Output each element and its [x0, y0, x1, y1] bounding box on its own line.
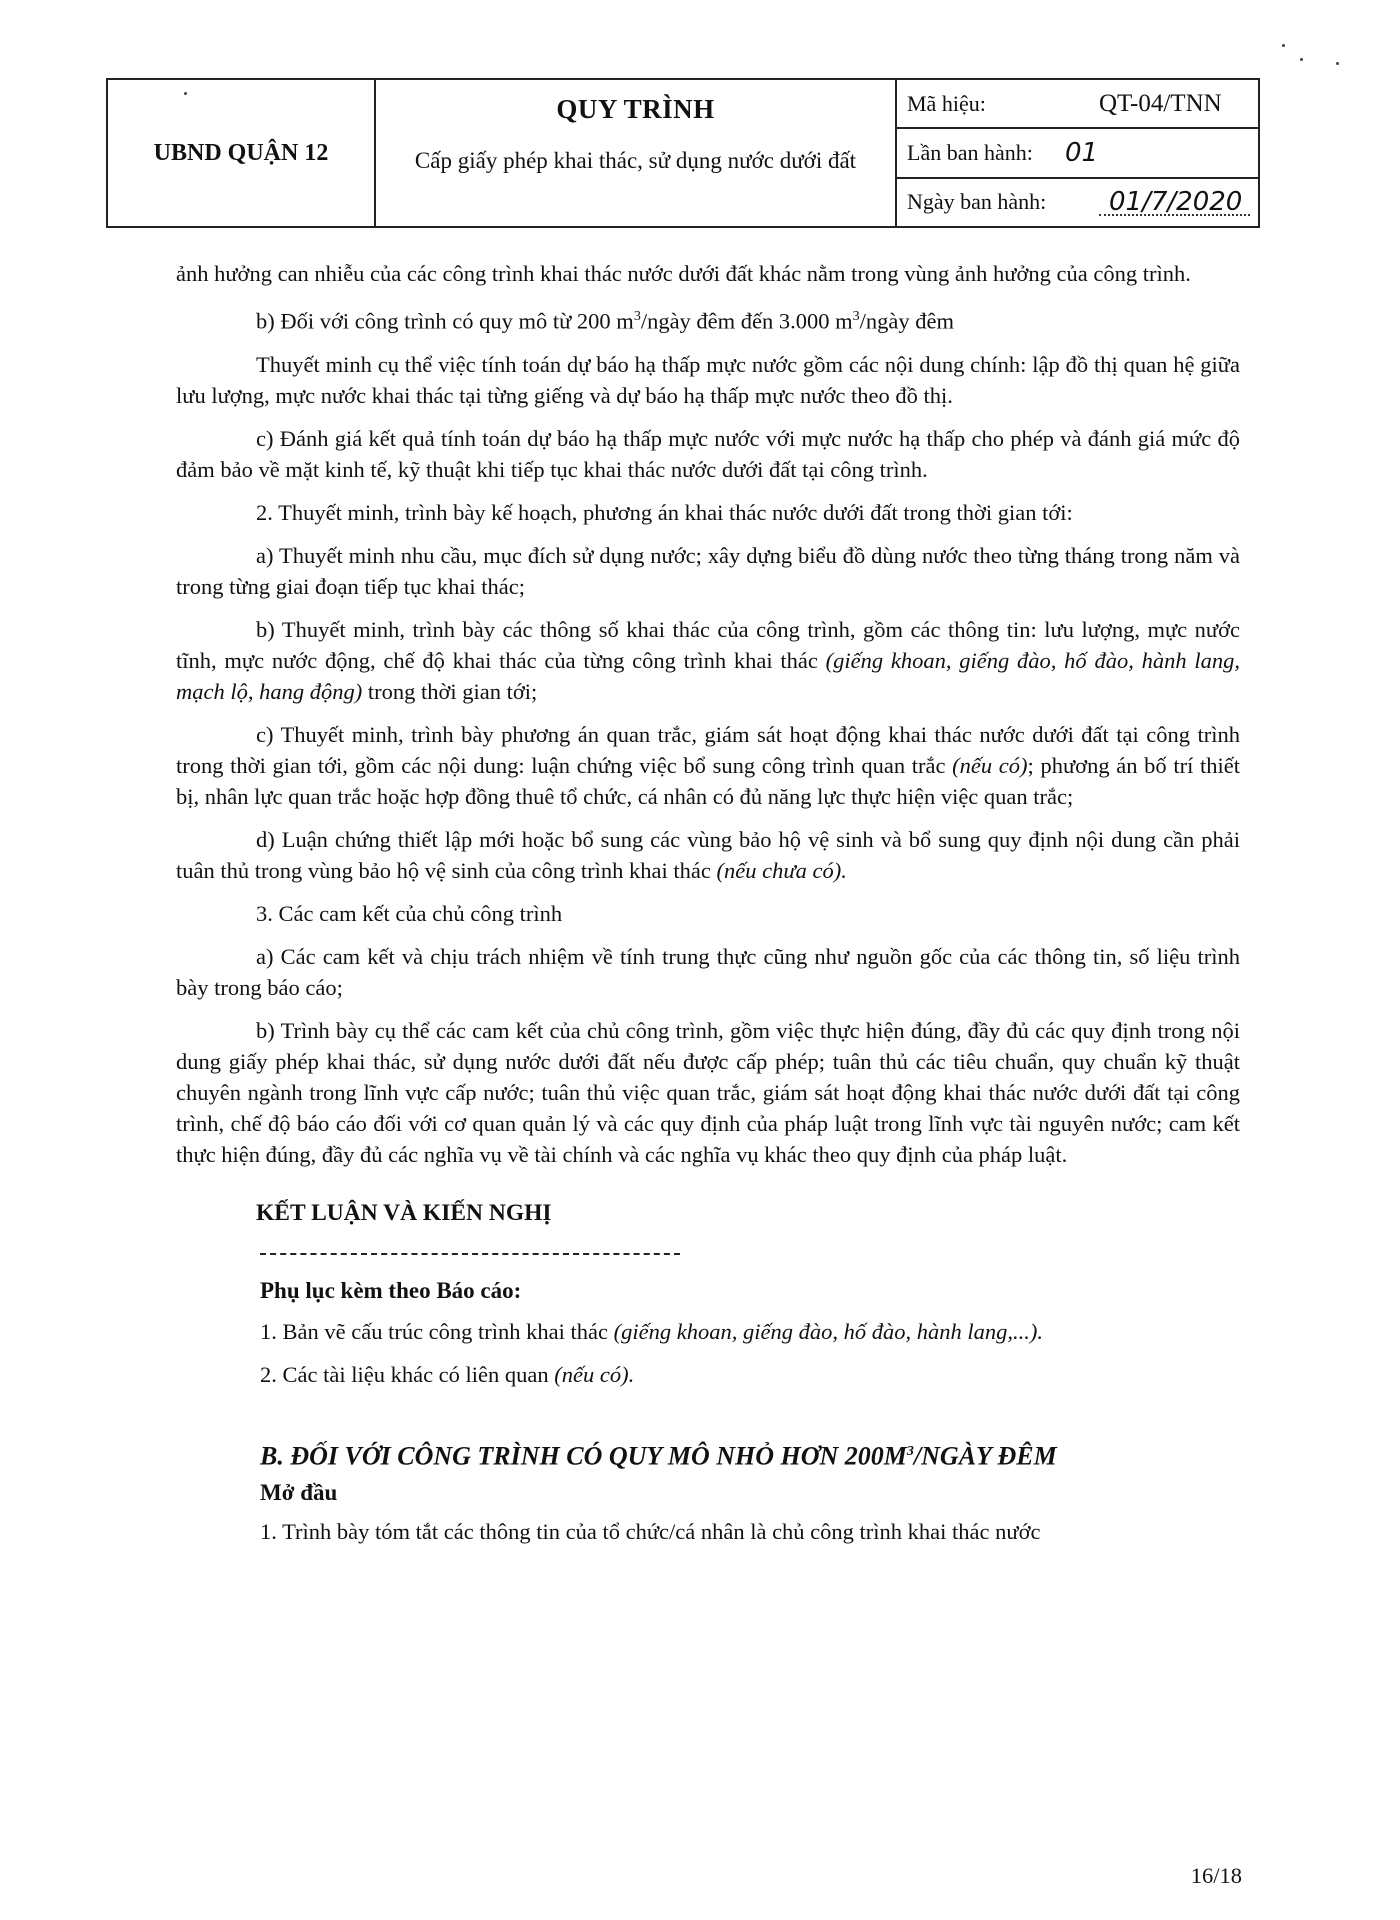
scan-speck	[1300, 58, 1303, 61]
paragraph: b) Thuyết minh, trình bày các thông số khai thác của công trình, gồm các thông tin: lưu lượng, mực nước tĩnh, mực nước động, chế độ khai thác của từng công trình khai thác (giếng khoan, giếng đào, hố đào, hành lang, mạch lộ, hang động) trong thời gian tới;	[176, 616, 1240, 704]
org-name: UBND QUẬN 12	[153, 139, 329, 166]
title-cell	[376, 80, 897, 226]
paragraph: c) Đánh giá kết quả tính toán dự báo hạ thấp mực nước với mực nước hạ thấp cho phép và đánh giá mức độ đảm bảo về mặt kinh tế, kỹ thuật khi tiếp tục khai thác nước dưới đất tại công trình.	[176, 425, 1240, 482]
date-row	[897, 179, 1258, 226]
paragraph: 2. Thuyết minh, trình bày kế hoạch, phương án khai thác nước dưới đất trong thời gian tới:	[256, 499, 1073, 525]
date-label: Ngày ban hành:	[907, 189, 1047, 215]
paragraph: ảnh hưởng can nhiễu của các công trình khai thác nước dưới đất khác nằm trong vùng ảnh hưởng của công trình.	[176, 261, 1191, 286]
list-item: 1. Trình bày tóm tắt các thông tin của tổ chức/cá nhân là chủ công trình khai thác nước	[260, 1519, 1041, 1545]
page-number: 16/18	[1190, 1863, 1242, 1888]
doc-title: Cấp giấy phép khai thác, sử dụng nước dưới đất	[414, 148, 857, 173]
paragraph: b) Đối với công trình có quy mô từ 200 $m^3$/ngày đêm đến 3.000 $m^3$/ngày đêm	[256, 308, 955, 334]
document-body	[176, 258, 1240, 1559]
issue-row	[897, 129, 1258, 178]
scan-speck	[1282, 44, 1285, 47]
code-value: QT-04/TNN	[1099, 89, 1222, 117]
intro-heading: Mở đầu	[260, 1480, 338, 1506]
paragraph: c) Thuyết minh, trình bày phương án quan trắc, giám sát hoạt động khai thác nước dưới đất tại công trình trong thời gian tới, gồm các nội dung: luận chứng việc bổ sung công trình quan trắc (nếu có); phương án bố trí thiết bị, nhân lực quan trắc hoặc hợp đồng thuê tổ chức, cá nhân có đủ năng lực thực hiện việc quan trắc;	[176, 721, 1240, 809]
scan-speck	[184, 92, 187, 95]
date-dotted-line	[1099, 214, 1250, 216]
appendix-heading: Phụ lục kèm theo Báo cáo:	[260, 1277, 522, 1303]
date-value: 01/7/2020	[1109, 187, 1243, 218]
code-row	[897, 80, 1258, 129]
issue-label: Lần ban hành:	[907, 139, 1033, 165]
paragraph: 3. Các cam kết của chủ công trình	[256, 900, 563, 926]
paragraph: d) Luận chứng thiết lập mới hoặc bổ sung các vùng bảo hộ vệ sinh và bổ sung quy định nội dung cần phải tuân thủ trong vùng bảo hộ vệ sinh của công trình khai thác (nếu chưa có).	[176, 826, 1240, 883]
document-header	[106, 78, 1260, 228]
scan-speck	[1336, 62, 1339, 65]
meta-cell	[897, 80, 1258, 226]
section-b-heading: B. ĐỐI VỚI CÔNG TRÌNH CÓ QUY MÔ NHỎ HƠN $200M^3$/NGÀY ĐÊM	[260, 1441, 1057, 1471]
paragraph: a) Các cam kết và chịu trách nhiệm về tính trung thực cũng như nguồn gốc của các thông tin, số liệu trình bày trong báo cáo;	[176, 943, 1240, 1000]
code-label: Mã hiệu:	[907, 90, 986, 116]
list-item: 2. Các tài liệu khác có liên quan (nếu có).	[260, 1361, 635, 1387]
org-cell	[108, 80, 376, 226]
paragraph: Thuyết minh cụ thể việc tính toán dự báo hạ thấp mực nước gồm các nội dung chính: lập đồ thị quan hệ giữa lưu lượng, mực nước khai thác tại từng giếng và dự báo hạ thấp mực nước theo đồ thị.	[176, 351, 1240, 408]
issue-value: 01	[1065, 137, 1099, 168]
paragraph: a) Thuyết minh nhu cầu, mục đích sử dụng nước; xây dựng biểu đồ dùng nước theo từng tháng trong năm và trong từng giai đoạn tiếp tục khai thác;	[176, 542, 1240, 599]
dashed-divider	[260, 1235, 680, 1255]
conclusion-heading: KẾT LUẬN VÀ KIẾN NGHỊ	[256, 1199, 552, 1226]
doc-type: QUY TRÌNH	[556, 94, 715, 124]
paragraph: b) Trình bày cụ thể các cam kết của chủ công trình, gồm việc thực hiện đúng, đầy đủ các quy định trong nội dung giấy phép khai thác, sử dụng nước dưới đất nếu được cấp phép; tuân thủ các tiêu chuẩn, quy chuẩn kỹ thuật chuyên ngành trong lĩnh vực cấp nước; tuân thủ việc quan trắc, giám sát hoạt động khai thác nước dưới đất tại công trình, chế độ báo cáo đối với cơ quan quản lý và các quy định của pháp luật trong lĩnh vực tài nguyên nước; cam kết thực hiện đúng, đầy đủ các nghĩa vụ về tài chính và các nghĩa vụ khác theo quy định của pháp luật.	[176, 1017, 1240, 1167]
list-item: 1. Bản vẽ cấu trúc công trình khai thác (giếng khoan, giếng đào, hố đào, hành lang,...).	[260, 1318, 1043, 1344]
